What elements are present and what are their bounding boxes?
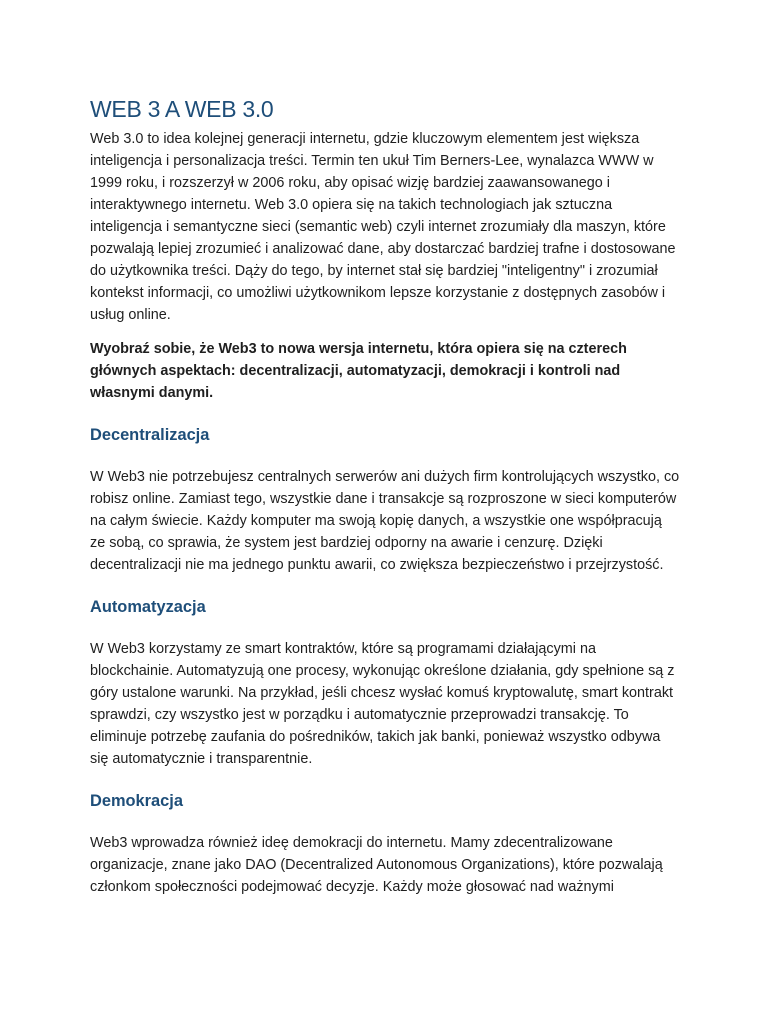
section-body-demokracja: Web3 wprowadza również ideę demokracji do internetu. Mamy zdecentralizowane organizacje, znane jako DAO (Decentralized Autonomous Organizations), które pozwalają członkom społeczności podejmować decyzje. Każdy może głosować nad ważnymi [90, 835, 663, 895]
document-page [90, 94, 680, 898]
document-title: WEB 3 A WEB 3.0 [90, 96, 274, 122]
section-body-decentralizacja: W Web3 nie potrzebujesz centralnych serwerów ani dużych firm kontrolujących wszystko, co robisz online. Zamiast tego, wszystkie dane i transakcje są rozproszone w sieci komputerów na całym świecie. Każdy komputer ma swoją kopię danych, a wszystkie one współpracują ze sobą, co sprawia, że system jest bardziej odporny na awarie i cenzurę. Dzięki decentralizacji nie ma jednego punktu awarii, co zwiększa bezpieczeństwo i przejrzystość. [90, 469, 680, 573]
section-heading-demokracja: Demokracja [90, 792, 183, 810]
section-heading-automatyzacja: Automatyzacja [90, 598, 206, 616]
section-heading-decentralizacja: Decentralizacja [90, 426, 210, 444]
section-body-automatyzacja: W Web3 korzystamy ze smart kontraktów, które są programami działającymi na blockchainie. Automatyzują one procesy, wykonując określone działania, gdy spełnione są z góry ustalone warunki. Na przykład, jeśli chcesz wysłać komuś kryptowalutę, smart kontrakt sprawdzi, czy wszystko jest w porządku i automatycznie przeprowadzi transakcję. To eliminuje potrzebę zaufania do pośredników, takich jak banki, ponieważ wszystko odbywa się automatycznie i transparentnie. [90, 641, 675, 767]
intro-paragraph: Web 3.0 to idea kolejnej generacji internetu, gdzie kluczowym elementem jest większa inteligencja i personalizacja treści. Termin ten ukuł Tim Berners-Lee, wynalazca WWW w 1999 roku, i rozszerzył w 2006 roku, aby opisać wizję bardziej zaawansowanego i interaktywnego internetu. Web 3.0 opiera się na takich technologiach jak sztuczna inteligencja i semantyczne sieci (semantic web) czyli internet zrozumiały dla maszyn, które pozwalają lepiej zrozumieć i analizować dane, aby dostarczać bardziej trafne i dostosowane do użytkownika treści. Dąży do tego, by internet stał się bardziej "inteligentny" i zrozumiał kontekst informacji, co umożliwi użytkownikom lepsze korzystanie z dostępnych zasobów i usług online. [90, 131, 676, 323]
highlight-paragraph: Wyobraź sobie, że Web3 to nowa wersja internetu, która opiera się na czterech głównych aspektach: decentralizacji, automatyzacji, demokracji i kontroli nad własnymi danymi. [90, 341, 627, 401]
